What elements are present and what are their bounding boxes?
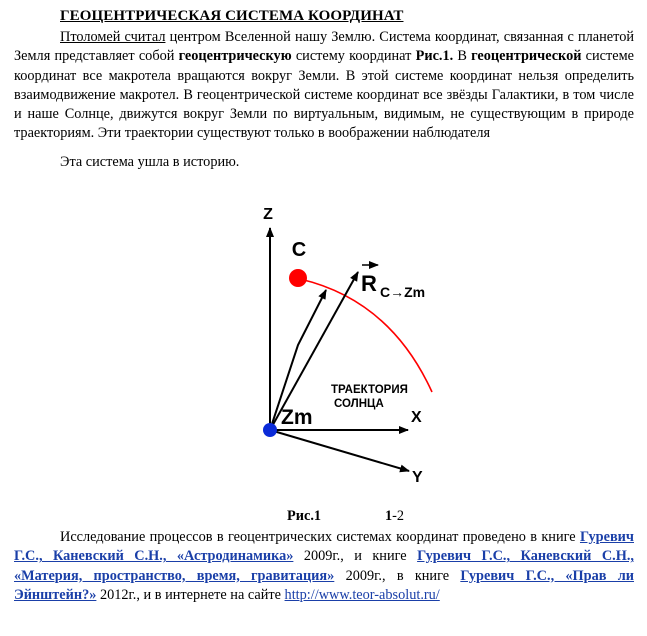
page-title: ГЕОЦЕНТРИЧЕСКАЯ СИСТЕМА КООРДИНАТ (60, 8, 404, 24)
book-link-astrodynamics[interactable]: Гуревич Г.С., Каневский С.Н., «Астродинамика» (14, 529, 634, 565)
text-segment: 2009г., в книге (334, 567, 461, 584)
website-link[interactable]: http://www.teor-absolut.ru/ (284, 586, 440, 603)
text-segment: систему координат (291, 48, 416, 65)
paragraph-references (14, 528, 634, 605)
figure-number-bold: 1 (385, 508, 393, 524)
label-c: C (291, 239, 307, 261)
label-y: Y (412, 469, 423, 486)
figure-number-rest: -2 (392, 508, 405, 524)
figure-caption: Рис.1 (287, 508, 322, 524)
figure-number (385, 508, 404, 525)
text-segment: Исследование процессов в геоцентрических системах координат проведено в книге (60, 529, 580, 545)
text-segment: 2009г., и книге (293, 548, 418, 565)
label-x: X (411, 409, 422, 426)
bold-term: геоцентрическую (178, 48, 292, 65)
label-zm: Zm (281, 406, 313, 429)
axis-y (270, 430, 409, 471)
trajectory-label-2: СОЛНЦА (334, 398, 384, 410)
figure-reference: Рис.1. (415, 48, 454, 65)
text-segment: центром Вселенной нашу Землю. Система координат, связанная с планетой Земля представляет собой (14, 29, 634, 65)
trajectory-label-1: ТРАЕКТОРИЯ (331, 384, 408, 396)
earth-dot (263, 423, 277, 437)
text-segment: системе координат все макротела вращаются вокруг Земли. В этой системе координат нельзя определить взаимодвижение макротел. В геоцентрической системе координат все звёзды Галактики, в том числе и наше Солнце, движутся вокруг Земли по виртуальным, видимым, не существующим в природе траекториям. Эти траектории существуют только в воображении наблюдателя (14, 48, 635, 142)
vector-r-subscript: C→Zm (380, 284, 426, 300)
text-segment: 2012г., и в интернете на сайте (96, 586, 285, 603)
label-z: Z (263, 206, 273, 223)
text-segment: В (453, 48, 472, 65)
book-link-matter[interactable]: Гуревич Г.С., Каневский С.Н., «Материя, пространство, время, гравитация» (14, 548, 634, 584)
book-link-einstein[interactable]: Гуревич Г.С., «Прав ли Эйнштейн?» (14, 567, 635, 603)
sun-dot (289, 269, 307, 287)
ptolemy-phrase: Птоломей считал (60, 29, 166, 45)
bold-term: геоцентрической (471, 48, 582, 65)
history-note: Эта система ушла в историю. (60, 154, 240, 170)
vector-r-label: R (361, 271, 377, 296)
